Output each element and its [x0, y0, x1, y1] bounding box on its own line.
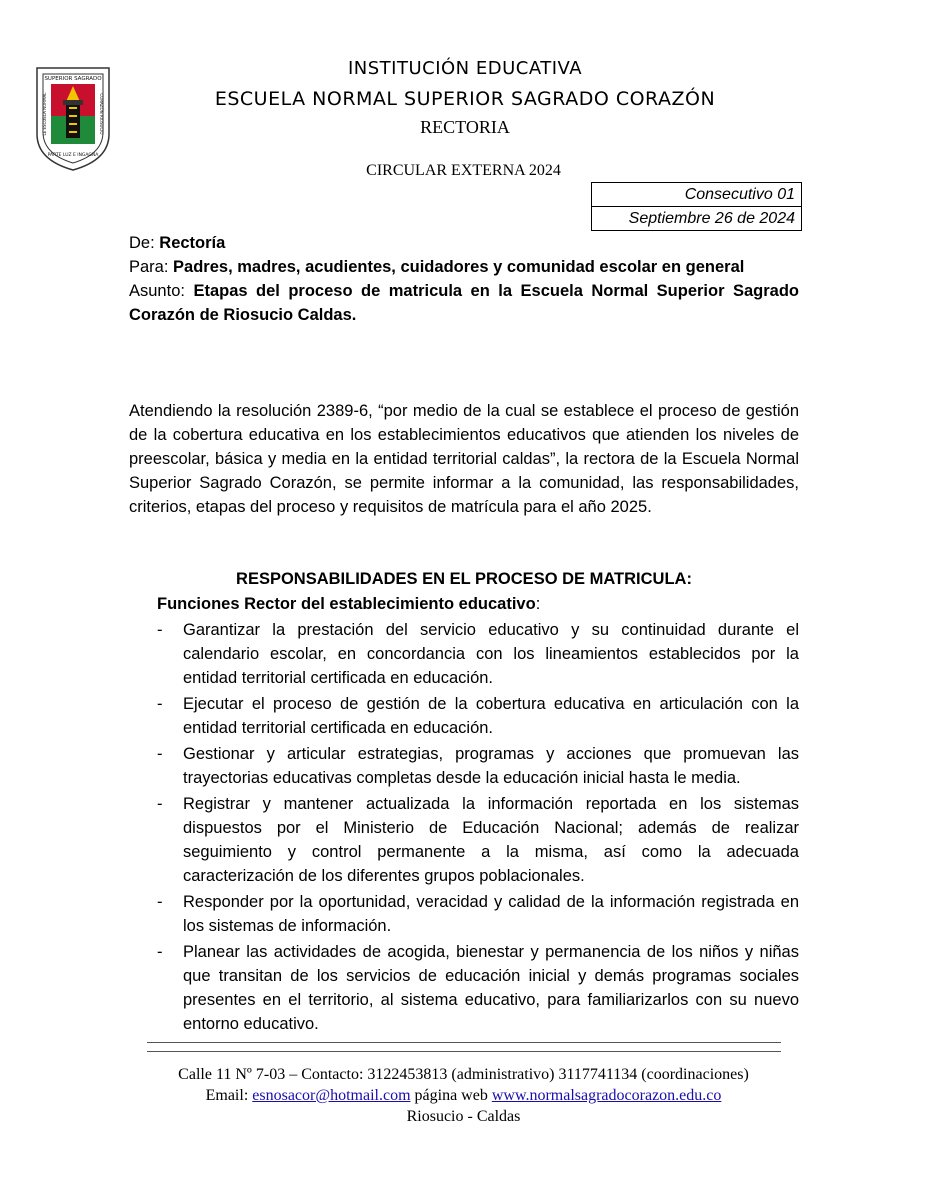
memo-header: [129, 231, 799, 327]
logo-left-text: LE ESCUELA NORMAL: [42, 92, 47, 136]
school-name: ESCUELA NORMAL SUPERIOR SAGRADO CORAZÓN: [214, 88, 716, 110]
from-line: De: Rectoría: [129, 234, 226, 252]
list-item: - Planear las actividades de acogida, bienestar y permanencia de los niños y niñas que transitan de los servicios de educación inicial y demás programas sociales presentes en el territorio, al sistema educativo, para familiarizarlos con su nuevo entorno educativo.: [157, 943, 799, 1033]
footer-address: Calle 11 Nº 7-03 – Contacto: 3122453813 (administrativo) 3117741134 (coordinaciones): [178, 1066, 749, 1083]
footer-city: Riosucio - Caldas: [406, 1108, 521, 1125]
functions-list: [157, 618, 799, 1038]
document-date: Septiembre 26 de 2024: [592, 206, 801, 230]
subject-line: Asunto: Etapas del proceso de matricula en la Escuela Normal Superior Sagrado Corazón de Riosucio Caldas.: [129, 282, 799, 324]
subsection-heading: Funciones Rector del establecimiento educativo:: [157, 595, 541, 613]
to-line: Para: Padres, madres, acudientes, cuidadores y comunidad escolar en general: [129, 258, 745, 276]
list-item: - Garantizar la prestación del servicio educativo y su continuidad durante el calendario escolar, en concordancia con los lineamientos establecidos por la entidad territorial certificada en educación.: [157, 621, 799, 687]
footer-contact: Email: esnosacor@hotmail.com página web www.normalsagradocorazon.edu.co: [205, 1087, 722, 1104]
logo-right-text: CORAZÓN RIOSUCIO: [99, 93, 104, 135]
intro-paragraph: Atendiendo la resolución 2389-6, “por medio de la cual se establece el proceso de gestión de la cobertura educativa en los establecimientos educativos que atienden los niveles de preescolar, básica y media en la entidad territorial caldas”, la rectora de la Escuela Normal Superior Sagrado Corazón, se permite informar a la comunidad, las responsabilidades, criterios, etapas del proceso y requisitos de matrícula para el año 2025.: [129, 402, 799, 516]
list-item: - Gestionar y articular estrategias, programas y acciones que promuevan las trayectorias educativas completas desde la educación inicial hasta le media.: [157, 745, 799, 787]
consecutive-number: Consecutivo 01: [684, 186, 795, 203]
footer-divider: [147, 1042, 781, 1052]
institution-title: INSTITUCIÓN EDUCATIVA: [347, 58, 583, 79]
website-link[interactable]: www.normalsagradocorazon.edu.co: [491, 1087, 722, 1104]
school-crest-logo: [33, 64, 113, 172]
section-heading: RESPONSABILIDADES EN EL PROCESO DE MATRICULA:: [236, 570, 692, 588]
logo-top-text: SUPERIOR SAGRADO: [44, 76, 102, 82]
circular-title: CIRCULAR EXTERNA 2024: [366, 162, 561, 179]
office-name: RECTORIA: [420, 117, 510, 137]
list-item: - Ejecutar el proceso de gestión de la cobertura educativa en articulación con la entidad territorial certificada en educación.: [157, 695, 799, 737]
logo-bottom-text: PARTE LUZ E INGAGNA: [47, 153, 99, 158]
email-link[interactable]: esnosacor@hotmail.com: [252, 1087, 411, 1104]
list-item: - Registrar y mantener actualizada la información reportada en los sistemas dispuestos por el Ministerio de Educación Nacional; además de realizar seguimiento y control permanente a la misma, así como la adecuada caracterización de los diferentes grupos poblacionales.: [157, 795, 799, 885]
list-item: - Responder por la oportunidad, veracidad y calidad de la información registrada en los sistemas de información.: [157, 893, 799, 935]
reference-box: [591, 182, 802, 231]
